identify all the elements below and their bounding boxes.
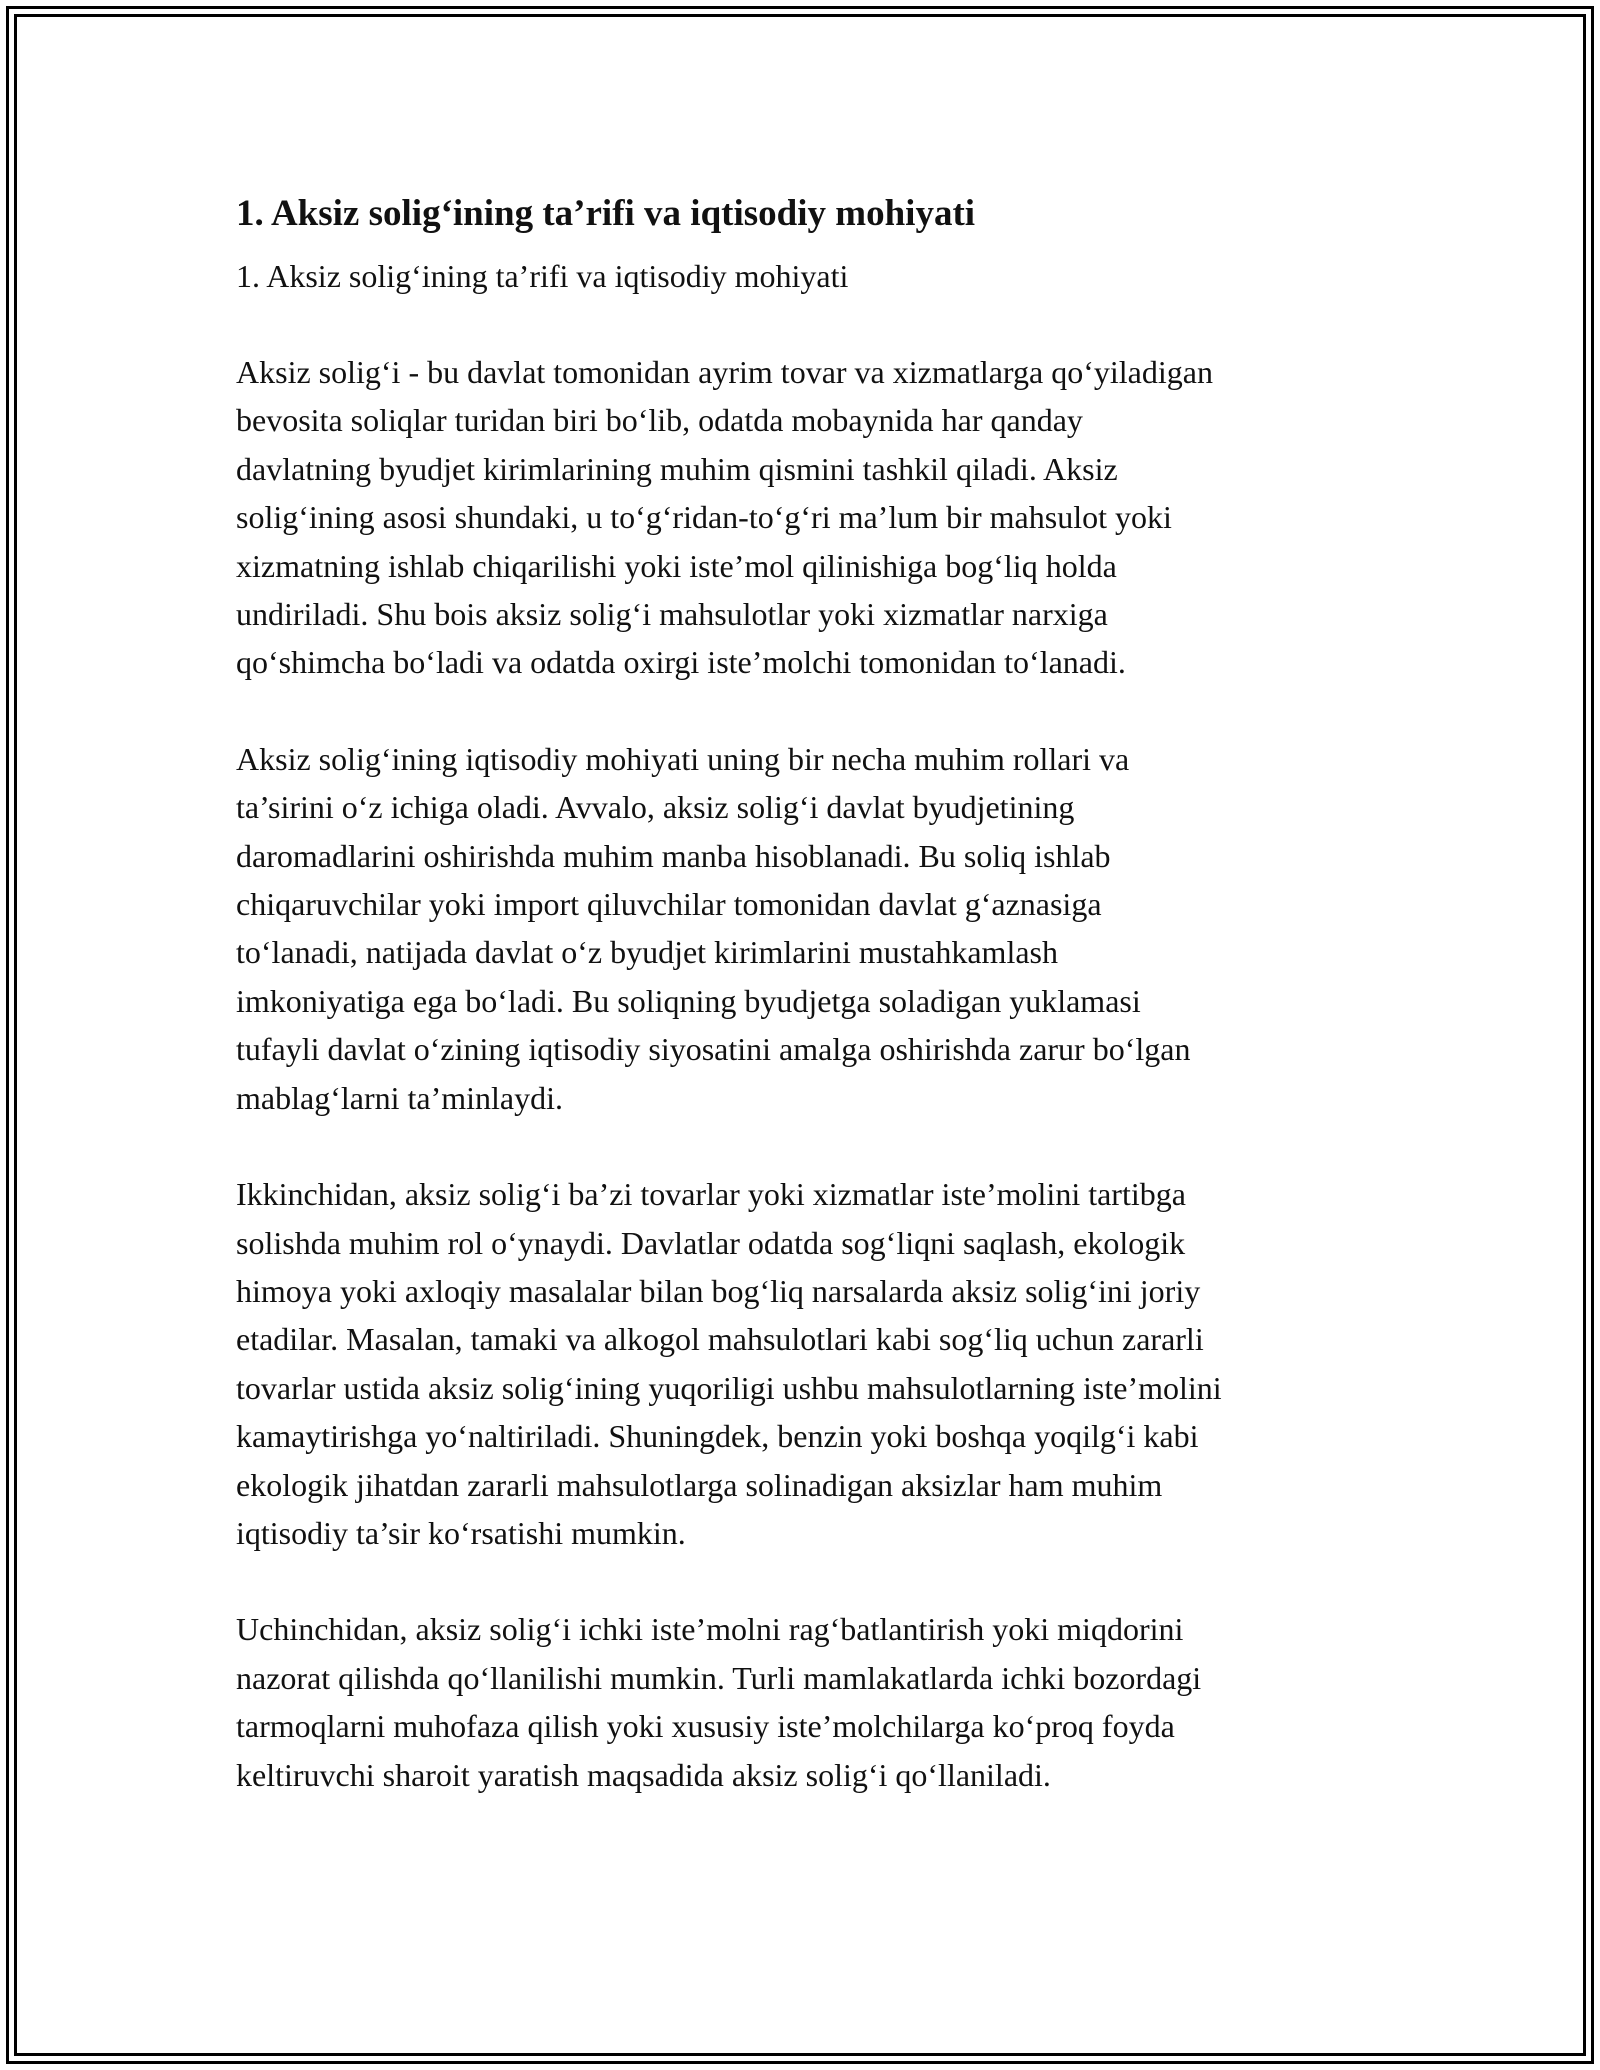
paragraph-consumption-regulation: Ikkinchidan, aksiz solig‘i ba’zi tovarlar yoki xizmatlar iste’molini tartibga solishda muhim rol o‘ynaydi. Davlatlar odatda sog‘liqni saqlash, ekologik himoya yoki axloqiy masalalar bilan bog‘liq narsalarda aksiz solig‘ini joriy etadilar. Masalan, tamaki va alkogol mahsulotlari kabi sog‘liq uchun zararli tovarlar ustida aksiz solig‘ining yuqoriligi ushbu mahsulotlarning iste’molini kamaytirishga yo‘naltiriladi. Shuningdek, benzin yoki boshqa yoqilg‘i kabi ekologik jihatdan zararli mahsulotlarga solinadigan aksizlar ham muhim iqtisodiy ta’sir ko‘rsatishi mumkin. — [236, 1176, 1222, 1551]
paragraph-economic-essence: Aksiz solig‘ining iqtisodiy mohiyati uning bir necha muhim rollari va ta’sirini o‘z ichiga oladi. Avvalo, aksiz solig‘i davlat byudjetining daromadlarini oshirishda muhim manba hisoblanadi. Bu soliq ishlab chiqaruvchilar yoki import qiluvchilar tomonidan davlat g‘aznasiga to‘lanadi, natijada davlat o‘z byudjet kirimlarini mustahkamlash imkoniyatiga ega bo‘ladi. Bu soliqning byudjetga soladigan yuklamasi tufayli davlat o‘zining iqtisodiy siyosatini amalga oshirishda zarur bo‘lgan mablag‘larni ta’minlaydi. — [236, 740, 1191, 1116]
paragraph-definition: Aksiz solig‘i - bu davlat tomonidan ayrim tovar va xizmatlarga qo‘yiladigan bevosita soliqlar turidan biri bo‘lib, odatda mobaynida har qanday davlatning byudjet kirimlarining muhim qismini tashkil qiladi. Aksiz solig‘ining asosi shundaki, u to‘g‘ridan-to‘g‘ri ma’lum bir mahsulot yoki xizmatning ishlab chiqarilishi yoki iste’mol qilinishiga bog‘liq holda undiriladi. Shu bois aksiz solig‘i mahsulotlar yoki xizmatlar narxiga qo‘shimcha bo‘ladi va odatda oxirgi iste’molchi tomonidan to‘lanadi. — [236, 354, 1213, 681]
document-heading: 1. Aksiz solig‘ining ta’rifi va iqtisodiy mohiyati — [236, 193, 976, 234]
document-subheading: 1. Aksiz solig‘ining ta’rifi va iqtisodiy mohiyati — [236, 258, 849, 294]
document-body — [236, 186, 1376, 1799]
paragraph-domestic-consumption: Uchinchidan, aksiz solig‘i ichki iste’molni rag‘batlantirish yoki miqdorini nazorat qilishda qo‘llanilishi mumkin. Turli mamlakatlarda ichki bozordagi tarmoqlarni muhofaza qilish yoki xususiy iste’molchilarga ko‘proq foyda keltiruvchi sharoit yaratish maqsadida aksiz solig‘i qo‘llaniladi. — [236, 1611, 1202, 1793]
